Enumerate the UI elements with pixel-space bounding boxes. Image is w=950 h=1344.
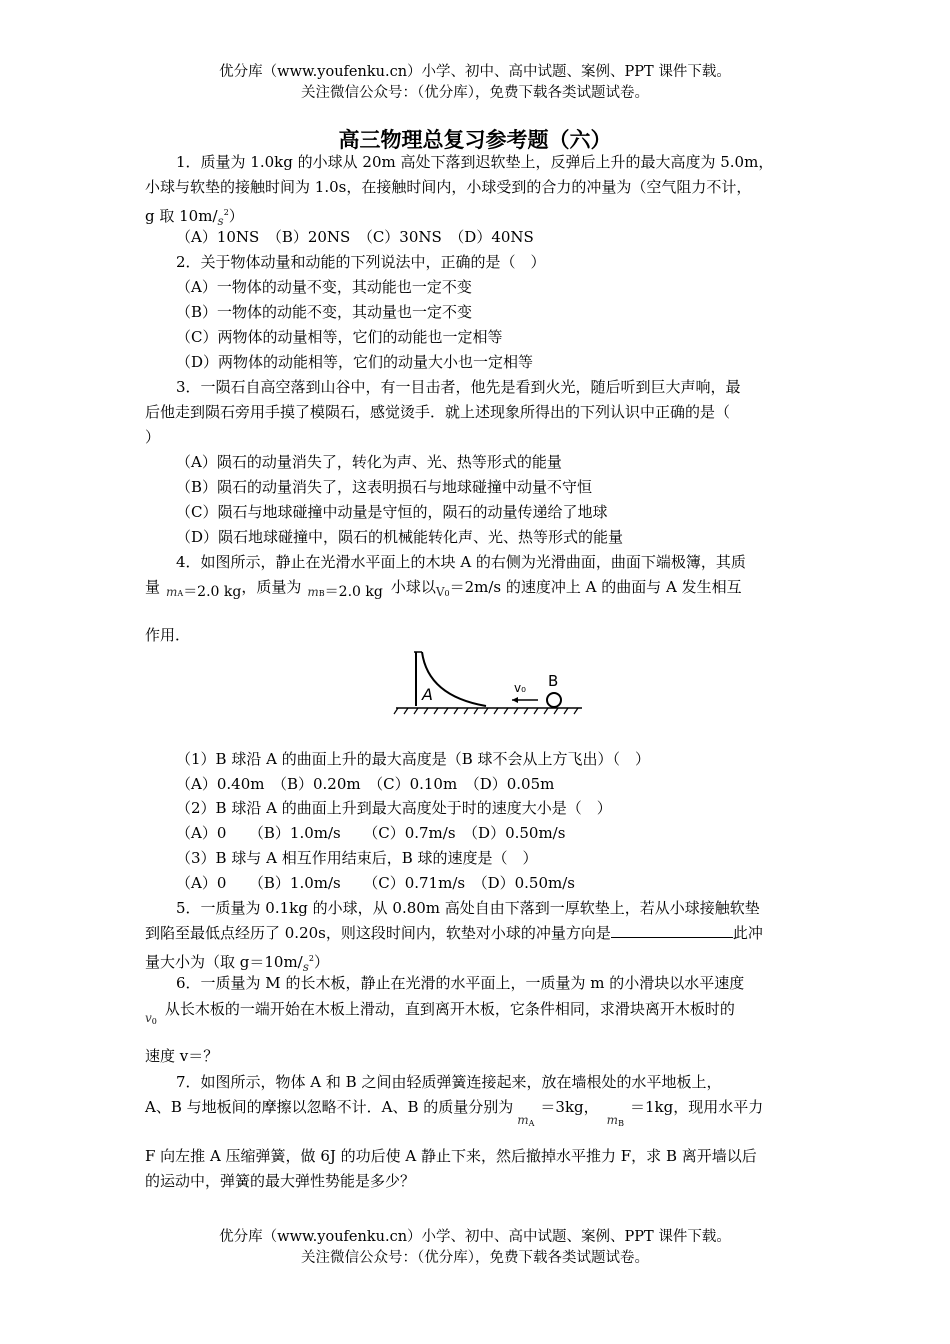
q1-line-1: 1．质量为 1.0kg 的小球从 20m 高处下落到迟软垫上，反弹后上升的最大高度为 5.0m， [176, 153, 774, 171]
footer-line-2: 关注微信公众号：（优分库），免费下载各类试题试卷。 [301, 1250, 649, 1266]
q2-stem: 2．关于物体动量和动能的下列说法中，正确的是（ ） [176, 253, 546, 271]
q7-line-4: 的运动中，弹簧的最大弹性势能是多少？ [145, 1172, 416, 1190]
q1-line-3: g 取 $10m/_s^2$） [145, 207, 244, 228]
q3-option-b: （B）陨石的动量消失了，这表明损石与地球碰撞中动量不守恒 [176, 478, 593, 496]
q4-sub-1-options: （A）0.40m （B）0.20m （C）0.10m （D）0.05m [176, 775, 555, 793]
q3-option-d: （D）陨石地球碰撞中，陨石的机械能转化声、光、热等形式的能量 [176, 528, 624, 546]
q5-line-1: 5．一质量为 0.1kg 的小球，从 0.80m 高处自由下落到一厚软垫上，若从小球接触软垫 [176, 899, 760, 917]
fig-label-a: A [422, 685, 433, 704]
q6-line-1: 6．一质量为 M 的长木板，静止在光滑的水平面上，一质量为 m 的小滑块以水平速度 [176, 974, 745, 992]
q4-line-1: 4．如图所示，静止在光滑水平面上的木块 A 的右侧为光滑曲面，曲面下端极簿，其质 [176, 553, 746, 571]
q4-sub-3: （3）B 球与 A 相互作用结束后，B 球的速度是（ ） [176, 849, 538, 867]
q6-line-2: $_{v0}$从长木板的一端开始在木板上滑动，直到离开木板，它条件相同，求滑块离开木板时的 [145, 1000, 735, 1026]
q4-sub-1: （1）B 球沿 A 的曲面上升的最大高度是（B 球不会从上方飞出）（ ） [176, 750, 650, 768]
q3-option-a: （A）陨石的动量消失了，转化为声、光、热等形式的能量 [176, 453, 562, 471]
header-line-2: 关注微信公众号：（优分库），免费下载各类试题试卷。 [301, 85, 649, 101]
q5-line-3: 量大小为（取 $g=10m/_s^2$） [145, 953, 330, 974]
q2-option-d: （D）两物体的动能相等，它们的动量大小也一定相等 [176, 353, 534, 371]
q2-option-b: （B）一物体的动能不变，其动量也一定不变 [176, 303, 473, 321]
q2-option-c: （C）两物体的动量相等，它们的动能也一定相等 [176, 328, 503, 346]
q3-line-1: 3．一陨石自高空落到山谷中，有一目击者，他先是看到火光，随后听到巨大声响，最 [176, 378, 741, 396]
ground-hatching [394, 708, 582, 714]
q7-line-2: A、B 与地板间的摩擦以忽略不计．A、B 的质量分别为$_{mA}$＝3kg，$_{mB}$＝1kg，现用水平力 [145, 1098, 764, 1128]
q5-line-2: 到陷至最低点经历了 0.20s，则这段时间内，软垫对小球的冲量方向是 此冲 [145, 924, 763, 942]
fig-label-v0: v₀ [514, 681, 526, 695]
fig-label-b: B [548, 672, 559, 690]
q4-sub-3-options: （A）0 （B）1.0m/s （C）0.71m/s （D）0.50m/s [176, 874, 575, 892]
q6-line-3: 速度 v＝？ [145, 1047, 219, 1065]
q4-line-2: 量 $_{mA}$＝2.0 kg，质量为 $_{mB}$＝2.0 kg 小球以$_{V0}$＝2m/s 的速度冲上 A 的曲面与 A 发生相互 [145, 578, 742, 600]
q2-option-a: （A）一物体的动量不变，其动能也一定不变 [176, 278, 472, 296]
page-title: 高三物理总复习参考题（六） [338, 128, 612, 152]
q7-line-1: 7．如图所示，物体 A 和 B 之间由轻质弹簧连接起来，放在墙根处的水平地板上， [176, 1073, 722, 1091]
footer-line-1: 优分库（www.youfenku.cn）小学、初中、高中试题、案例、PPT 课件下载。 [219, 1229, 731, 1245]
ball-b [547, 693, 561, 707]
q4-line-3: 作用． [145, 626, 191, 644]
q3-option-c: （C）陨石与地球碰撞中动量是守恒的，陨石的动量传递给了地球 [176, 503, 608, 521]
header-line-1: 优分库（www.youfenku.cn）小学、初中、高中试题、案例、PPT 课件下载。 [219, 64, 731, 80]
q3-line-2: 后他走到陨石旁用手摸了模陨石，感觉烫手．就上述现象所得出的下列认识中正确的是（ [145, 403, 731, 421]
q4-sub-2-options: （A）0 （B）1.0m/s （C）0.7m/s （D）0.50m/s [176, 824, 566, 842]
q1-options: （A）10NS （B）20NS （C）30NS （D）40NS [176, 228, 534, 246]
q5-answer-blank[interactable] [611, 923, 733, 938]
velocity-arrow-icon [512, 697, 538, 703]
q7-line-3: F 向左推 A 压缩弹簧，做 6J 的功后使 A 静止下来，然后撤掉水平推力 F，求 B 离开墙以后 [145, 1147, 757, 1165]
q4-sub-2: （2）B 球沿 A 的曲面上升到最大高度处于时的速度大小是（ ） [176, 799, 612, 817]
q3-line-3: ） [145, 428, 161, 446]
q4-figure [388, 648, 586, 718]
q1-line-2: 小球与软垫的接触时间为 1.0s，在接触时间内，小球受到的合力的冲量为（空气阻力不计， [145, 178, 752, 196]
